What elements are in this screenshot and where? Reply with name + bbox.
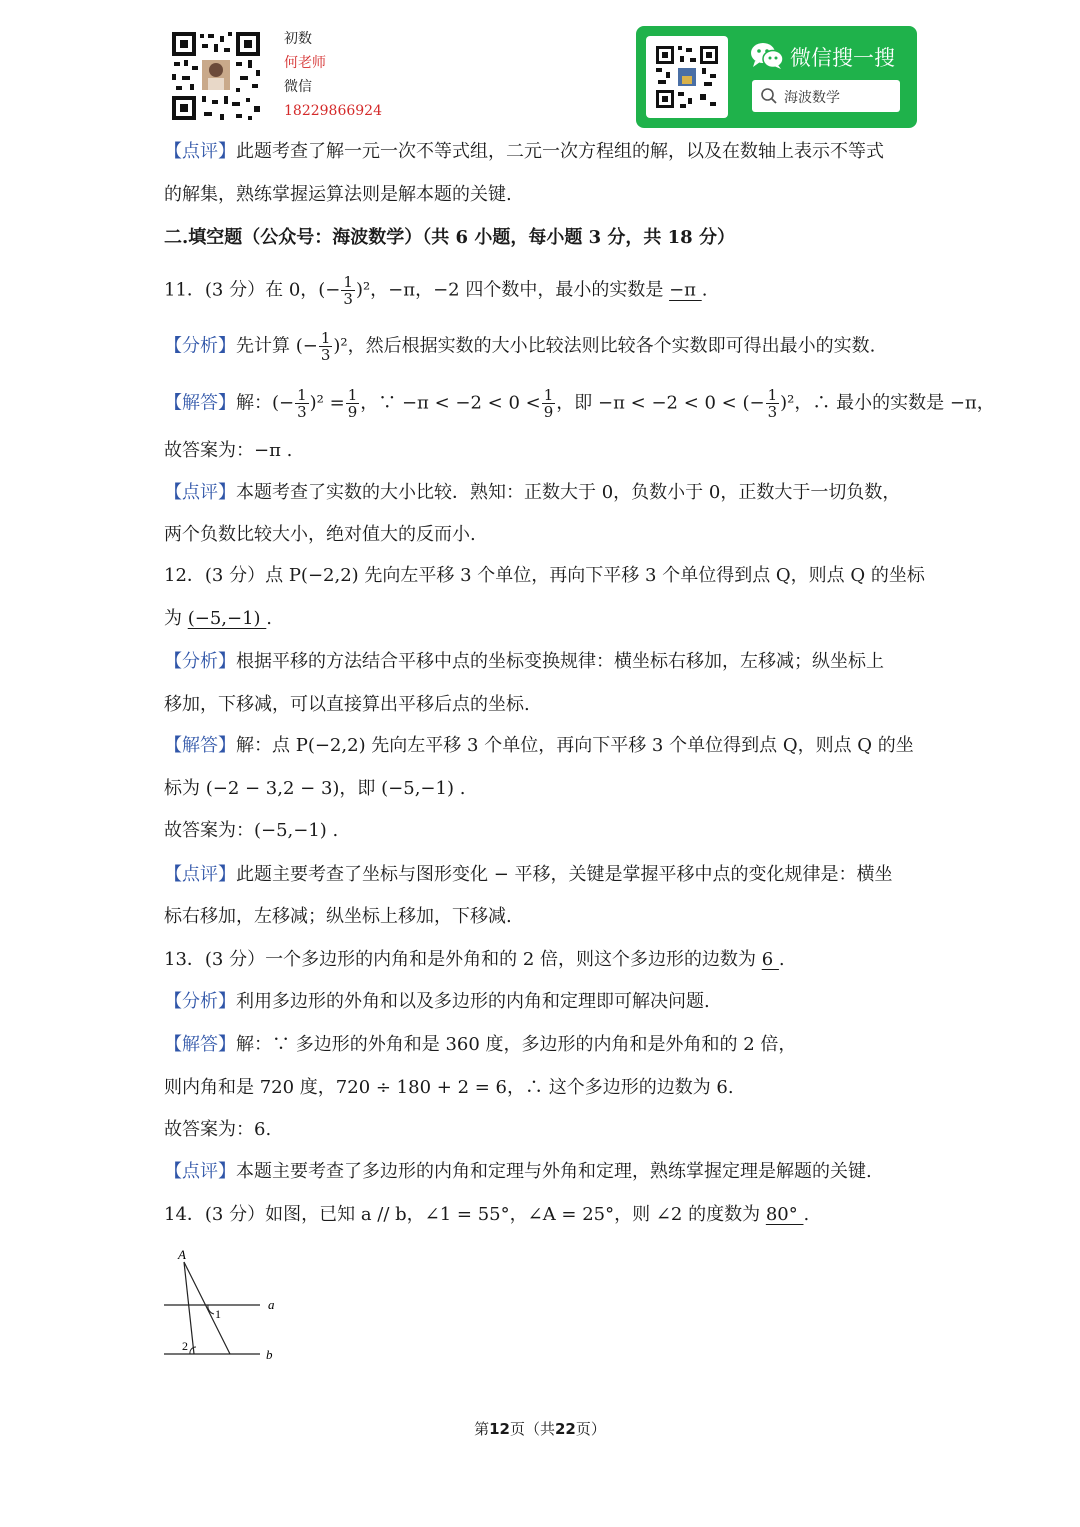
q11-solution: 【解答】解：(− $\frac{1}{3}$ )² = $\frac{1}{9}$ ，∵ −π < −2 < 0 < $\frac{1}{9}$ ，即 −π < −2 < 0 < (− $\frac{1}{3}$ )²，∴ 最小的实数是 −π， (164, 386, 995, 421)
analysis-tag: 【分析】 (164, 335, 236, 357)
wechat-search-text: 海波数学 (784, 90, 840, 106)
q12-answer: (−5,−1) (187, 608, 267, 629)
q13-comment: 【点评】本题主要考查了多边形的内角和定理与外角和定理，熟练掌握定理是解题的关键. (164, 1161, 872, 1182)
contact-info (284, 27, 382, 123)
comment-text: 此题考查了解一元一次不等式组，二元一次方程组的解，以及在数轴上表示不等式 (236, 141, 884, 162)
q11-solution-line2: 故答案为：−π . (164, 440, 293, 461)
q12-solution-line2: 标为 (−2 − 3,2 − 3)，即 (−5,−1) . (164, 778, 466, 799)
fraction: $\frac{1}{3}$ (343, 273, 353, 308)
segment-right (184, 1262, 230, 1354)
analysis-tag: 【分析】 (164, 991, 236, 1012)
qr-code-right (646, 36, 728, 118)
q13-solution-line2: 则内角和是 720 度，720 ÷ 180 + 2 = 6，∴ 这个多边形的边数为 6. (164, 1077, 734, 1098)
fraction: $\frac{1}{3}$ (320, 329, 331, 364)
q11-stem-a: 11．(3 分）在 0，(− (164, 279, 341, 301)
q13-solution-line3: 故答案为：6. (164, 1119, 272, 1140)
label-b: b (266, 1347, 273, 1362)
q11-comment-line1: 【点评】本题考查了实数的大小比较．熟知：正数大于 0，负数小于 0，正数大于一切负数， (164, 482, 901, 503)
contact-phone: 18229866924 (284, 103, 382, 119)
section-title: 二.填空题（公众号：海波数学）（共 6 小题，每小题 3 分，共 18 分） (164, 227, 735, 248)
q12-analysis-line1: 【分析】根据平移的方法结合平移中点的坐标变换规律：横坐标右移加，左移减；纵坐标上 (164, 651, 884, 672)
q13-solution-line1: 【解答】解：∵ 多边形的外角和是 360 度，多边形的内角和是外角和的 2 倍， (164, 1034, 797, 1055)
q14-answer: 80° (765, 1204, 804, 1225)
wechat-search-box[interactable] (752, 80, 900, 112)
label-2: 2 (182, 1339, 188, 1353)
q13-stem: 13．(3 分）一个多边形的内角和是外角和的 2 倍，则这个多边形的边数为 6 . (164, 949, 785, 970)
comment-tag: 【点评】 (164, 141, 236, 162)
q12-stem-line1: 12．(3 分）点 P(−2,2) 先向左平移 3 个单位，再向下平移 3 个单位得到点 Q，则点 Q 的坐标 (164, 565, 925, 586)
q12-stem-line2: 为 (−5,−1) . (164, 608, 273, 629)
solution-tag: 【解答】 (164, 392, 236, 414)
solution-tag: 【解答】 (164, 735, 236, 756)
search-icon (760, 87, 778, 109)
q10-comment-line2: 的解集，熟练掌握运算法则是解本题的关键. (164, 184, 512, 205)
q14-stem: 14．(3 分）如图，已知 a // b，∠1 = 55°，∠A = 25°，则 ∠2 的度数为 80° . (164, 1204, 810, 1225)
wechat-title: 微信搜一搜 (790, 46, 895, 70)
q12-analysis-line2: 移加，下移减，可以直接算出平移后点的坐标. (164, 694, 530, 715)
q12-solution-line1: 【解答】解：点 P(−2,2) 先向左平移 3 个单位，再向下平移 3 个单位得到点 Q，则点 Q 的坐 (164, 735, 914, 756)
wechat-logo-icon (750, 42, 784, 74)
q11-comment-line2: 两个负数比较大小，绝对值大的反而小. (164, 524, 476, 545)
label-A: A (178, 1247, 186, 1262)
label-a: a (268, 1297, 275, 1312)
solution-tag: 【解答】 (164, 1034, 236, 1055)
comment-tag: 【点评】 (164, 482, 236, 503)
comment-tag: 【点评】 (164, 864, 236, 885)
total-pages: 22 (555, 1420, 576, 1438)
q13-analysis: 【分析】利用多边形的外角和以及多边形的内角和定理即可解决问题. (164, 991, 710, 1012)
analysis-tag: 【分析】 (164, 651, 236, 672)
q11-stem: 11．(3 分）在 0，(− $\frac{1}{3}$ )²，−π，−2 四个数中，最小的实数是 −π . (164, 273, 708, 308)
q13-answer: 6 (761, 949, 779, 970)
q11-analysis: 【分析】先计算 (− $\frac{1}{3}$ )²，然后根据实数的大小比较法则比较各个实数即可得出最小的实数. (164, 329, 876, 364)
wechat-search-card[interactable] (636, 26, 917, 128)
comment-tag: 【点评】 (164, 1161, 236, 1182)
q12-comment-line2: 标右移加，左移减；纵坐标上移加，下移减. (164, 906, 512, 927)
q11-answer: −π (669, 279, 702, 301)
qr-code-left (170, 30, 262, 122)
contact-line1: 初数 (284, 31, 312, 47)
contact-line2: 何老师 (284, 55, 326, 71)
page-footer: 第12页（共22页） (474, 1420, 606, 1438)
q12-comment-line1: 【点评】此题主要考查了坐标与图形变化 − 平移，关键是掌握平移中点的变化规律是：横坐 (164, 864, 893, 885)
parallel-lines-figure (160, 1242, 290, 1372)
label-1: 1 (215, 1307, 221, 1321)
contact-line3: 微信 (284, 79, 312, 95)
q11-stem-b: )²，−π，−2 四个数中，最小的实数是 (355, 279, 664, 301)
page-number: 12 (489, 1420, 510, 1438)
q12-solution-line3: 故答案为：(−5,−1) . (164, 820, 339, 841)
q10-comment-line1 (164, 140, 884, 164)
